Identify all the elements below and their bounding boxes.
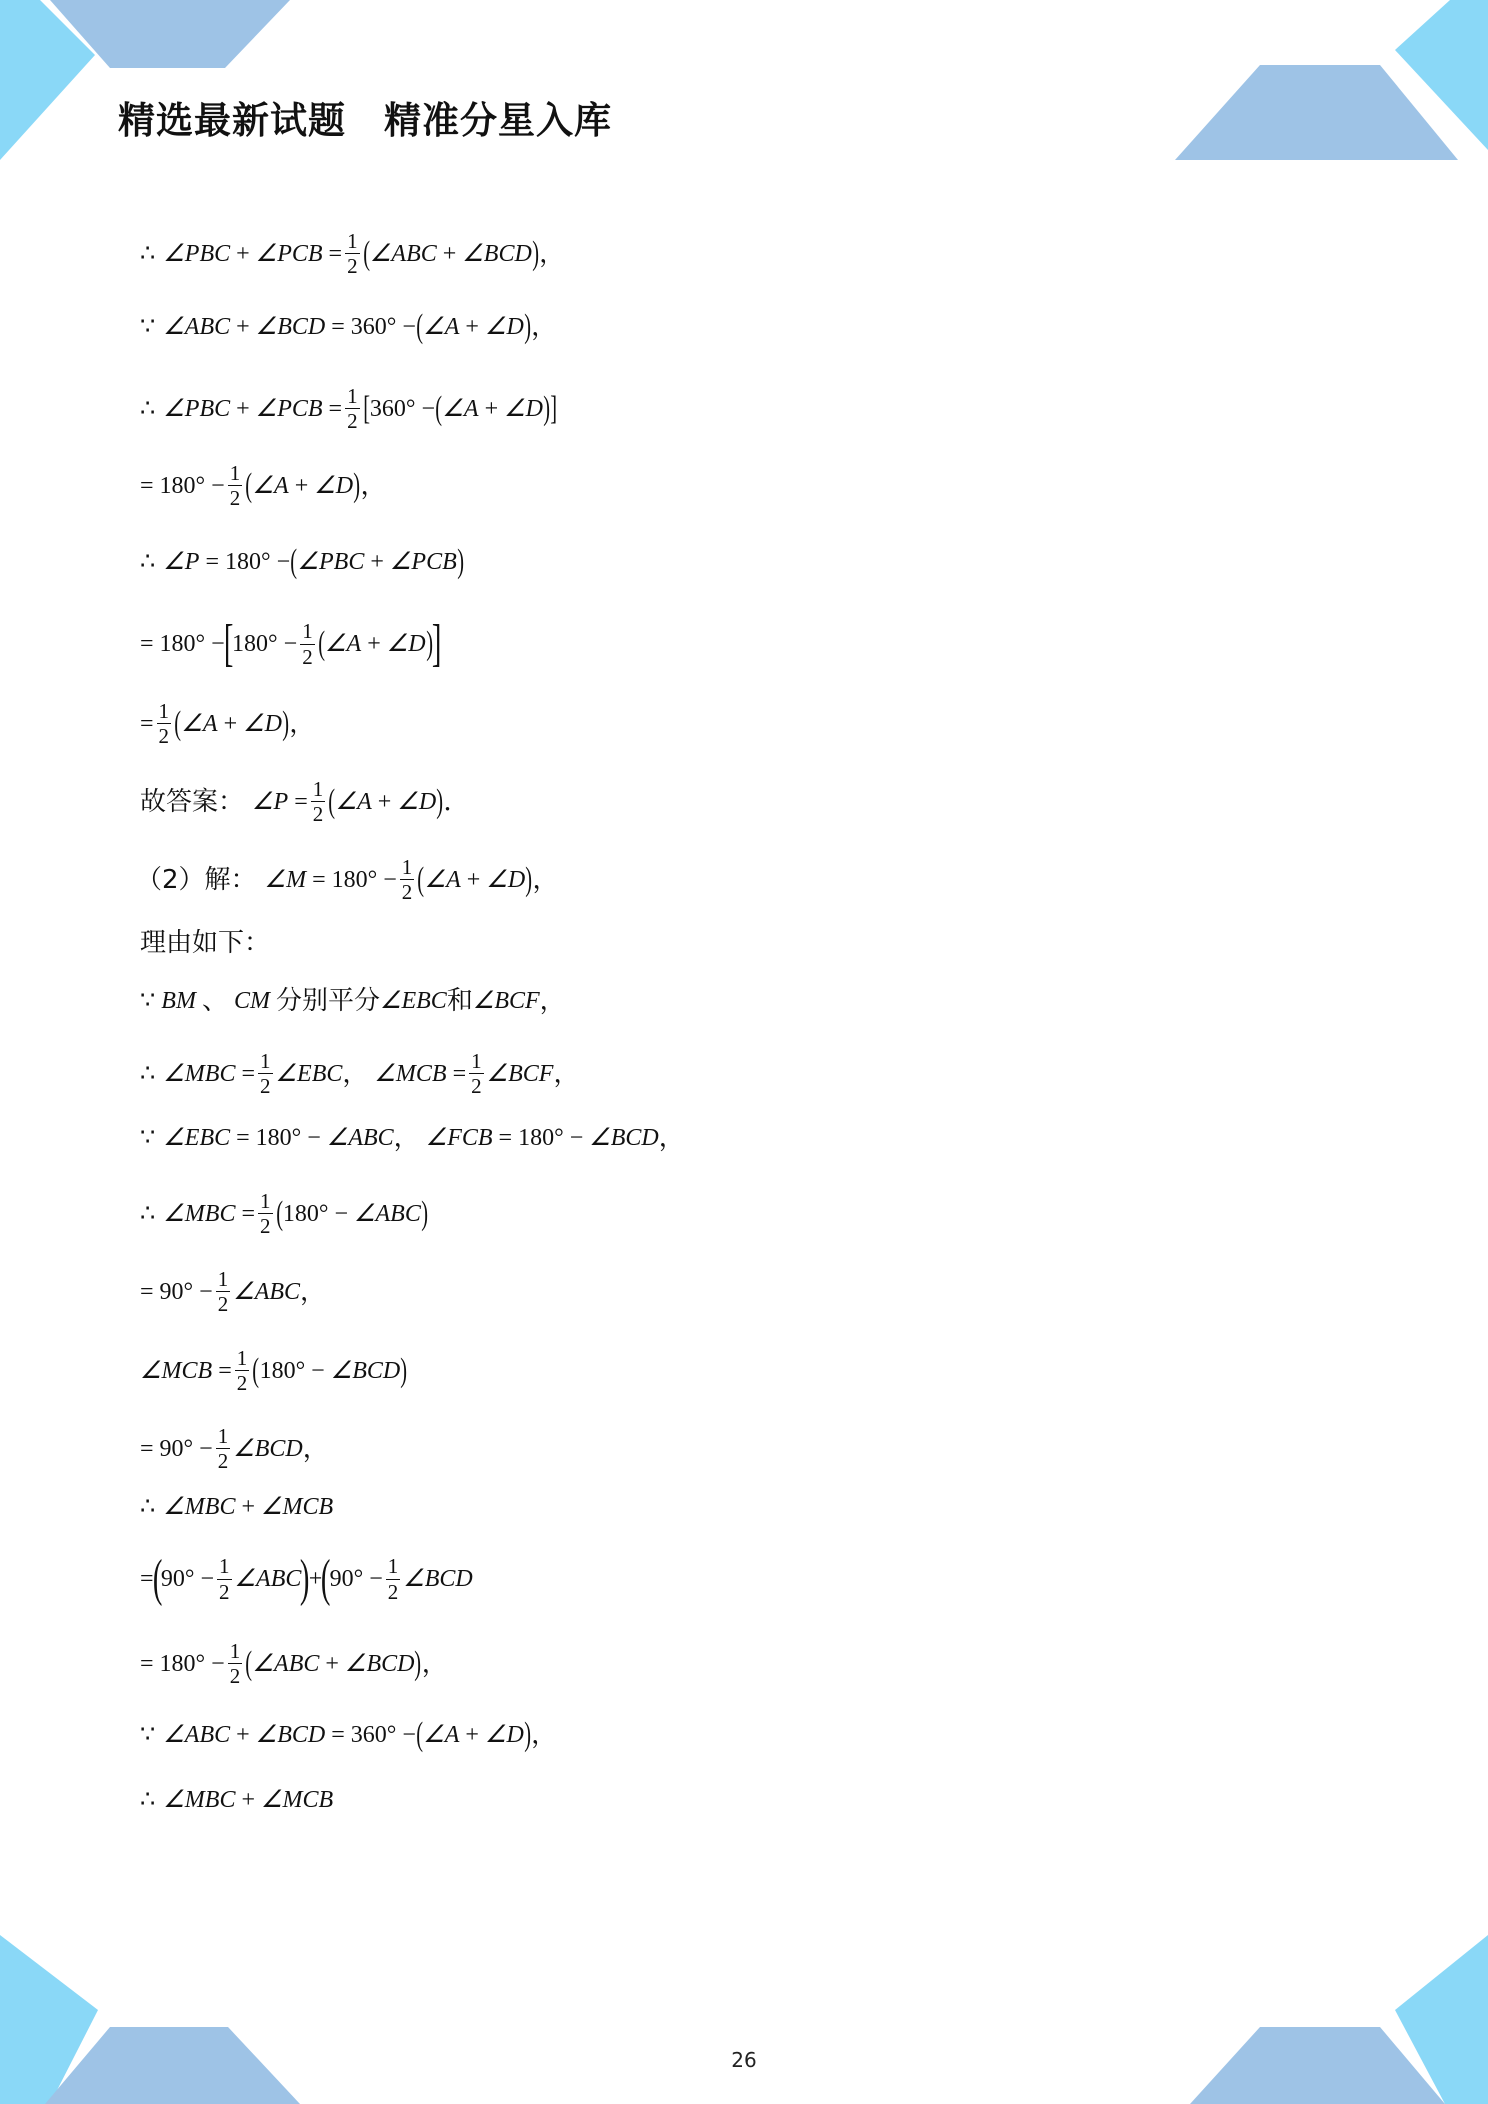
part2-line: （2）解： ∠M = 180° − $\frac{1}{2}$ ( ∠A + ∠D ) ， [136, 855, 559, 905]
fraction-half: $\frac{1}{2}$ [302, 619, 313, 669]
equation-line: = $\frac{1}{2}$ ( ∠A + ∠D ) ， [140, 699, 316, 749]
equation-line: ∠MCB = $\frac{1}{2}$ ( 180° − ∠BCD ) [140, 1346, 408, 1396]
fraction-half: $\frac{1}{2}$ [217, 1424, 229, 1474]
equation-line: ∴ ∠PBC + ∠PCB = $\frac{1}{2}$ [ 360° − ( ∠A + ∠D ) ] [140, 384, 558, 434]
fraction-half: $\frac{1}{2}$ [260, 1189, 271, 1239]
equation-line: ∴ ∠MBC + ∠MCB [140, 1787, 334, 1813]
equation-line: = ( 90° − $\frac{1}{2}$ ∠ABC ) + ( 90° − $\frac{1}{2}$ ∠BCD [140, 1550, 473, 1607]
reason-line: 理由如下： [140, 928, 271, 958]
fraction-half: $\frac{1}{2}$ [260, 1049, 271, 1099]
equation-line: ∵ ∠EBC = 180° − ∠ABC ， ∠FCB = 180° − ∠BCD ， [140, 1123, 685, 1153]
equation-line: ∴ ∠MBC = $\frac{1}{2}$ ∠EBC ， ∠MCB = $\frac{1}{2}$ ∠BCF ， [140, 1049, 580, 1099]
fraction-half: $\frac{1}{2}$ [229, 461, 241, 511]
equation-line: = 180° − $\frac{1}{2}$ ( ∠ABC + ∠BCD ) ， [140, 1639, 448, 1689]
fraction-half: $\frac{1}{2}$ [236, 1346, 248, 1396]
equation-line: ∵ ∠ABC + ∠BCD = 360° − ( ∠A + ∠D ) ， [140, 1716, 558, 1753]
fraction-half: $\frac{1}{2}$ [219, 1554, 230, 1604]
equation-line: ∴ ∠MBC = $\frac{1}{2}$ ( 180° − ∠ABC ) [140, 1189, 428, 1239]
equation-line: = 180° − [ 180° − $\frac{1}{2}$ ( ∠A + ∠D ) ] [140, 615, 442, 672]
header-title: 精选最新试题 精准分星入库 [118, 99, 612, 142]
page-number: 26 [731, 2048, 757, 2072]
fraction-half: $\frac{1}{2}$ [158, 699, 170, 749]
fraction-half: $\frac{1}{2}$ [312, 777, 324, 827]
equation-line: = 90° − $\frac{1}{2}$ ∠BCD ， [140, 1424, 329, 1474]
equation-line: = 90° − $\frac{1}{2}$ ∠ABC ， [140, 1267, 327, 1317]
equation-line: ∴ ∠P = 180° − ( ∠PBC + ∠PCB ) [140, 543, 464, 580]
fraction-half: $\frac{1}{2}$ [387, 1554, 399, 1604]
equation-line: ∴ ∠PBC + ∠PCB = $\frac{1}{2}$ ( ∠ABC + ∠BCD ) ， [140, 229, 566, 279]
equation-line: ∵ BM 、 CM 分别平分 ∠EBC 和 ∠BCF ， [140, 986, 566, 1016]
fraction-half: $\frac{1}{2}$ [229, 1639, 241, 1689]
fraction-half: $\frac{1}{2}$ [217, 1267, 229, 1317]
top-right-trapezoid [1175, 65, 1458, 160]
equation-line: ∵ ∠ABC + ∠BCD = 360° − ( ∠A + ∠D ) ， [140, 308, 558, 345]
fraction-half: $\frac{1}{2}$ [347, 384, 358, 434]
fraction-half: $\frac{1}{2}$ [471, 1049, 482, 1099]
fraction-half: $\frac{1}{2}$ [401, 855, 413, 905]
equation-line: = 180° − $\frac{1}{2}$ ( ∠A + ∠D ) ， [140, 461, 387, 511]
fraction-half: $\frac{1}{2}$ [347, 229, 358, 279]
answer-line: 故答案： ∠P = $\frac{1}{2}$ ( ∠A + ∠D ) ． [140, 777, 470, 827]
equation-line: ∴ ∠MBC + ∠MCB [140, 1494, 334, 1520]
